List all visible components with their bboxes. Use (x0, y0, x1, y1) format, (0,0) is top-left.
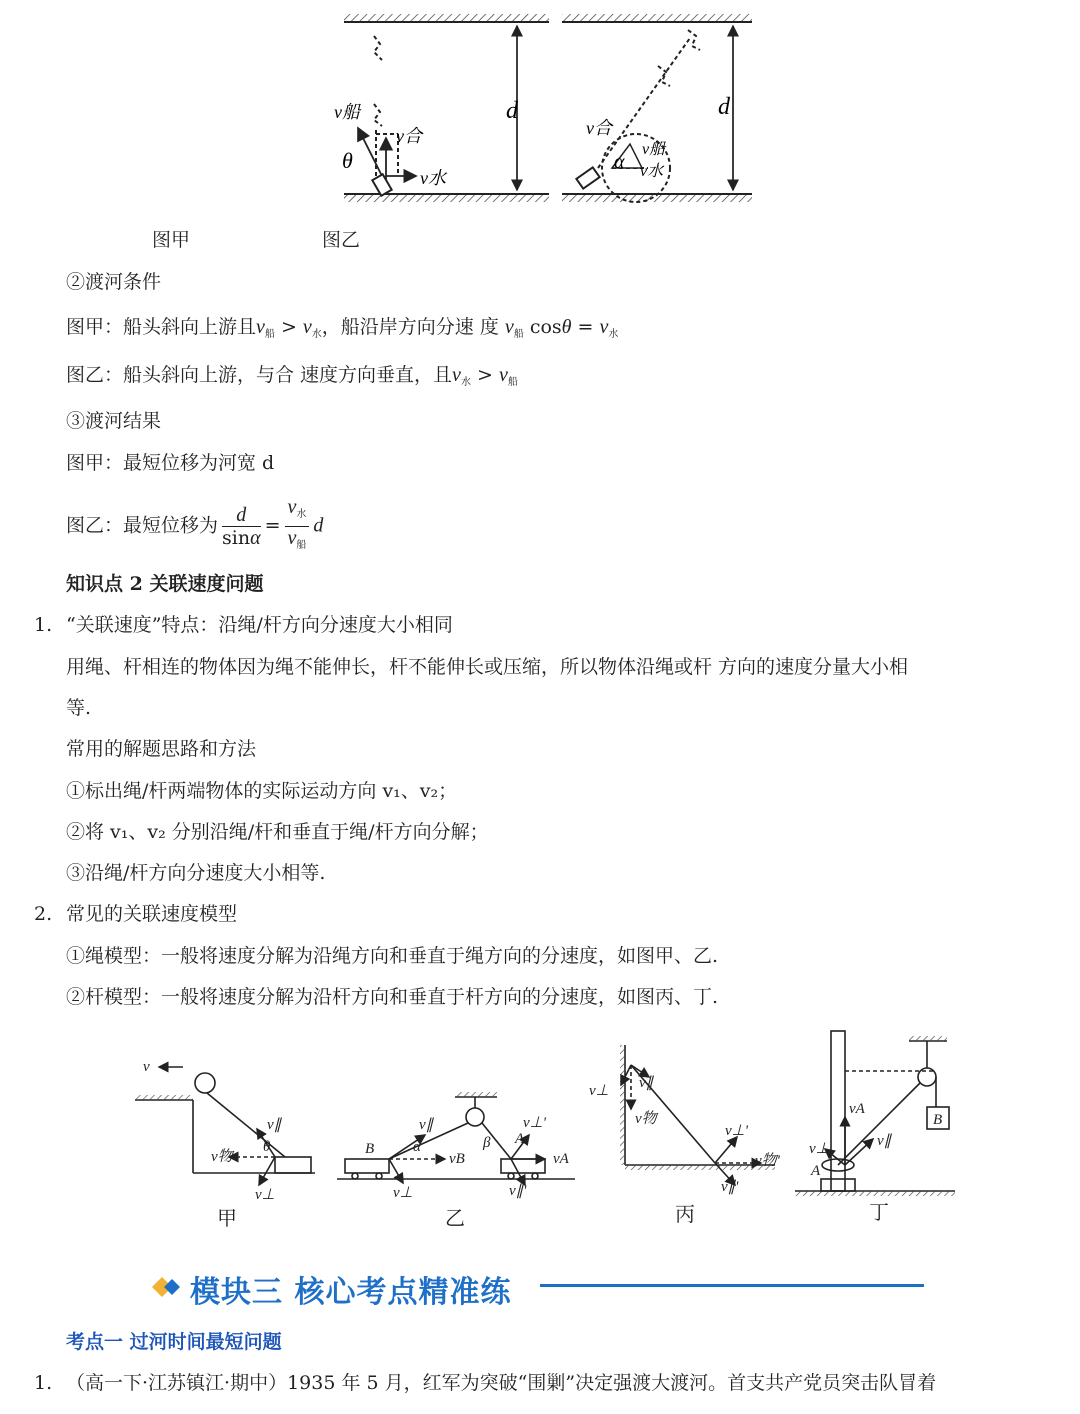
rod-model: ②杆模型：一般将速度分解为沿杆方向和垂直于杆方向的分速度，如图丙、丁. (66, 986, 719, 1008)
step-1: ①标出绳/杆两端物体的实际运动方向 v₁、v₂； (66, 780, 458, 802)
caption-fig-a: 图甲 (152, 229, 191, 251)
yi-A: A (515, 1131, 525, 1147)
yi-vB: vB (449, 1151, 465, 1167)
ding-v-par: v∥ (877, 1133, 892, 1149)
jia-theta: θ (263, 1139, 271, 1155)
yi-v-par-2: v∥' (509, 1183, 527, 1199)
yi-vA: vA (553, 1151, 569, 1167)
right-d-label: d (718, 94, 730, 120)
bing-v-par: v∥ (639, 1075, 654, 1091)
jia-v: v (143, 1059, 150, 1075)
jia-v-par: v∥ (267, 1117, 282, 1133)
item2-num: 2. (34, 903, 53, 925)
result-a: 图甲：最短位移为河宽 d (66, 452, 275, 474)
rope-model: ①绳模型：一般将速度分解为沿绳方向和垂直于绳方向的分速度，如图甲、乙. (66, 945, 719, 967)
ding-B: B (933, 1112, 943, 1128)
right-v-water: v水 (640, 163, 664, 180)
ding-A: A (811, 1163, 821, 1179)
item1-body-2: 等. (66, 697, 92, 719)
left-angle: θ (342, 148, 353, 173)
yi-B: B (365, 1141, 375, 1157)
step-2: ②将 v₁、v₂ 分别沿绳/杆和垂直于绳/杆方向分解； (66, 821, 489, 843)
item1-num: 1. (34, 614, 53, 636)
right-v-sum: v合 (586, 118, 612, 138)
item1-title: “关联速度”特点：沿绳/杆方向分速度大小相同 (66, 614, 453, 636)
yi-beta: β (483, 1135, 491, 1151)
cond-a: 图甲：船头斜向上游且$v_船 > v_水$，船沿岸方向分速 度 $v_船$ $\cos\theta = v_水$ (66, 316, 619, 340)
caption-bing: 丙 (675, 1204, 695, 1226)
bing-v-perp: v⊥ (589, 1083, 609, 1099)
yi-v-perp-2: v⊥' (523, 1115, 546, 1131)
yi-v-perp-1: v⊥ (393, 1185, 413, 1201)
item2-title: 常见的关联速度模型 (66, 903, 238, 925)
step-3: ③沿绳/杆方向分速度大小相等. (66, 862, 326, 884)
bing-v-par-2: v∥' (721, 1179, 739, 1195)
caption-ding: 丁 (869, 1202, 889, 1224)
section2-title: 知识点 2 关联速度问题 (66, 573, 264, 595)
left-v-water: v水 (420, 168, 446, 188)
yi-alpha: α (413, 1139, 421, 1155)
module-diamond-icon (150, 1274, 186, 1300)
models-figure (125, 1025, 965, 1230)
bing-v-obj-2: v物' (755, 1153, 780, 1169)
right-angle: α (614, 151, 625, 173)
module-rule (540, 1284, 924, 1287)
bing-v-obj: v物 (635, 1111, 657, 1127)
left-v-sum: v合 (396, 126, 422, 146)
module-title: 模块三 核心考点精准练 (190, 1275, 512, 1310)
cond-heading: ②渡河条件 (66, 271, 162, 293)
bing-v-perp-2: v⊥' (725, 1123, 748, 1139)
question1-num: 1. (34, 1372, 53, 1394)
jia-v-perp: v⊥ (255, 1187, 275, 1203)
caption-fig-b: 图乙 (322, 229, 361, 251)
item1-body-1: 用绳、杆相连的物体因为绳不能伸长，杆不能伸长或压缩，所以物体沿绳或杆 方向的速度分量大小相 (66, 656, 909, 678)
question1-text: （高一下·江苏镇江·期中）1935 年 5 月，红军为突破“围剿”决定强渡大渡河。首支共产党员突击队冒着 (66, 1372, 937, 1394)
jia-v-obj: v物 (211, 1149, 233, 1165)
caption-jia: 甲 (217, 1208, 237, 1230)
right-v-boat: v船 (642, 141, 666, 158)
ding-vA: vA (849, 1101, 865, 1117)
method-title: 常用的解题思路和方法 (66, 738, 257, 760)
river-crossing-figure (330, 8, 760, 213)
left-v-boat: v船 (334, 102, 360, 122)
ding-v-perp: v⊥ (809, 1141, 829, 1157)
result-heading: ③渡河结果 (66, 410, 162, 432)
left-d-label: d (506, 98, 518, 124)
cond-b: 图乙：船头斜向上游，与合 速度方向垂直，且$v_水 > v_船$ (66, 364, 518, 388)
caption-yi: 乙 (445, 1208, 465, 1230)
kaodian-title: 考点一 过河时间最短问题 (66, 1331, 282, 1353)
result-b: 图乙：最短位移为 $\frac{d}{\sin\alpha}$ = $\frac{v_水}{v_船}$ d (66, 496, 324, 551)
yi-v-par-1: v∥ (419, 1117, 434, 1133)
